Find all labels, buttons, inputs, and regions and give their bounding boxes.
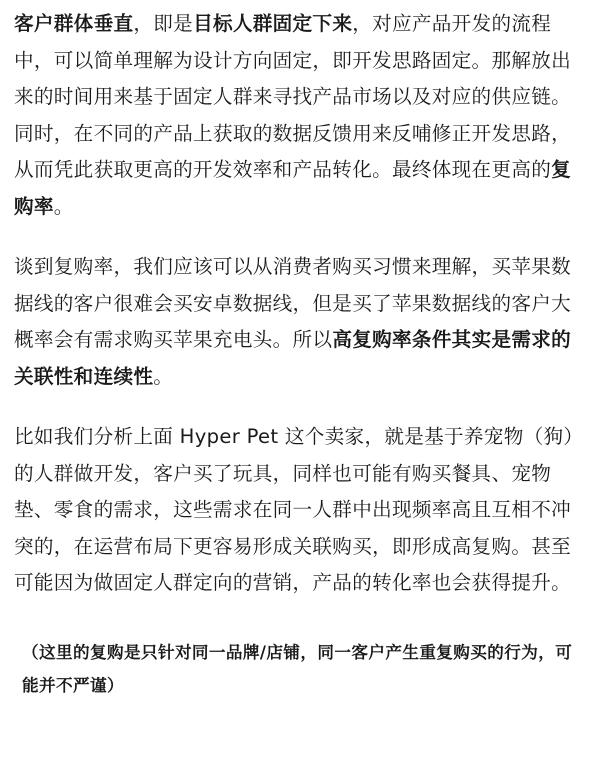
paragraph-audience: [14, 6, 586, 225]
text-segment: 。: [153, 364, 174, 388]
text-segment: 谈到复购率，我们应该可以从消费者购买习惯来理解，买苹果数据线的客户很难会买安卓数据线，但是买了苹果数据线的客户大概率会有需求购买苹果充电头。所以: [14, 255, 572, 351]
paragraph-hyper-pet-example: 比如我们分析上面 Hyper Pet 这个卖家，就是基于养宠物（狗）的人群做开发，客户买了玩具，同样也可能有购买餐具、宠物垫、零食的需求，这些需求在同一人群中出现频率高且互相不冲突的，在运营布局下更容易形成关联购买，即形成高复购。甚至可能因为做固定人群定向的营销，产品的转化率也会获得提升。: [14, 425, 584, 594]
text-segment: ，对应产品开发的流程中，可以简单理解为设计方向固定，即开发思路固定。那解放出来的时间用来基于固定人群来寻找产品市场以及对应的供应链。同时，在不同的产品上获取的数据反馈用来反哺修正开发思路，从而凭此获取更高的开发效率和产品转化。最终体现在更高的: [14, 12, 572, 181]
text-segment: ，即是: [133, 12, 194, 35]
highlight-fixed-target: 目标人群固定下来: [193, 12, 353, 35]
highlight-repurchase-rate: 复购率: [14, 158, 572, 218]
footnote-disclaimer: （这里的复购是只针对同一品牌/店铺，同一客户产生重复购买的行为，可能并不严谨）: [22, 642, 573, 695]
text-segment: 。: [53, 194, 74, 218]
paragraph-repurchase: [14, 249, 586, 395]
highlight-vertical-audience: 客户群体垂直: [14, 12, 134, 35]
highlight-repurchase-condition: 高复购率条件其实是需求的关联性和连续性: [14, 328, 572, 388]
